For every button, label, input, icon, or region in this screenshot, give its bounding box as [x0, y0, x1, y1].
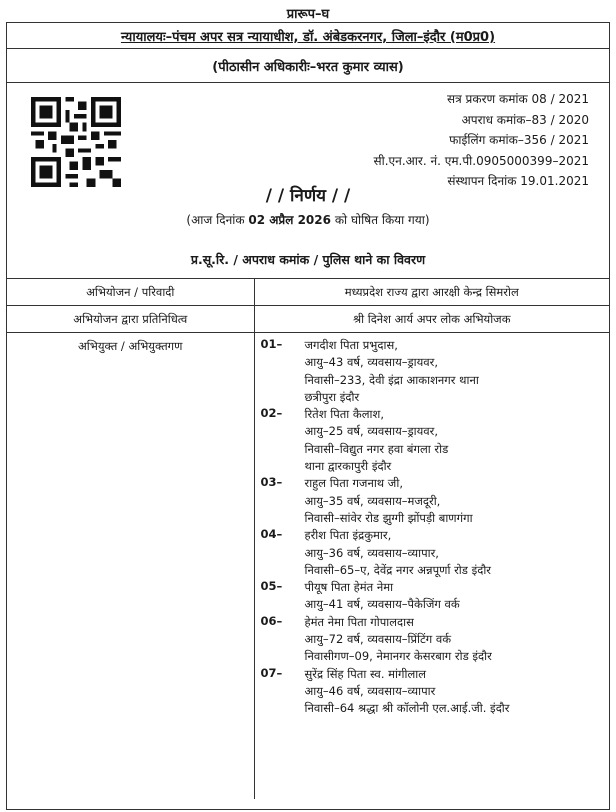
qr-code-icon	[31, 97, 121, 187]
accused-number: 06–	[260, 613, 283, 628]
accused-line: सुरेंद्र सिंह पिता स्व. मांगीलाल	[304, 666, 427, 681]
accused-line: निवासी–233, देवी इंद्रा आकाशनगर थाना	[304, 372, 479, 387]
accused-line: निवासी–सांवेर रोड झुग्गी झोंपड़ी बाणगंगा	[304, 510, 473, 525]
accused-line: निवासी–64 श्रद्धा श्री कॉलोनी एल.आई.जी. इंदौर	[304, 701, 510, 716]
list-item	[261, 406, 604, 475]
table-row	[7, 279, 609, 306]
accused-line: राहुल पिता गजनाथ जी,	[304, 476, 403, 491]
table-row	[7, 306, 609, 333]
filing-number: फाईलिंग कमांक–356 / 2021	[449, 133, 589, 147]
accused-number: 03–	[260, 475, 283, 490]
accused-line: निवासी–विद्युत नगर हवा बंगला रोड	[304, 441, 449, 456]
accused-number: 05–	[260, 579, 283, 594]
judgment-document	[6, 22, 610, 810]
accused-line: आयु–25 वर्ष, व्यवसाय–ड्रायवर,	[304, 424, 439, 439]
verdict-date-line	[7, 211, 609, 228]
list-item	[261, 666, 604, 718]
accused-line: आयु–35 वर्ष, व्यवसाय–मजदूरी,	[304, 493, 441, 508]
prosecution-label: अभियोजन / परिवादी	[7, 279, 254, 306]
accused-line: निवासीगण–09, नेमानगर केसरबाग रोड इंदौर	[304, 649, 492, 664]
accused-line: थाना द्वारकापुरी इंदौर	[304, 459, 392, 474]
verdict-date: 02 अप्रैल 2026	[248, 213, 331, 227]
accused-line: निवासी–65–ए, देवेंद्र नगर अन्नपूर्णा रोड इंदौर	[304, 562, 492, 577]
presiding-officer: (पीठासीन अधिकारीः–भरत कुमार व्यास)	[7, 49, 609, 83]
verdict-date-prefix: (आज दिनांक	[186, 213, 245, 227]
list-item	[261, 337, 604, 406]
representation-label: अभियोजन द्वारा प्रतिनिधित्व	[7, 306, 254, 333]
accused-line: छत्रीपुरा इंदौर	[304, 389, 360, 404]
cnr-number: सी.एन.आर. नं. एम.पी.0905000399–2021	[373, 153, 589, 168]
accused-number: 07–	[260, 665, 283, 680]
judgment-header	[7, 83, 609, 278]
accused-number: 04–	[260, 527, 283, 542]
accused-list	[255, 333, 610, 718]
case-details-table	[7, 278, 609, 799]
representation-value: श्री दिनेश आर्य अपर लोक अभियोजक	[254, 306, 609, 333]
details-heading: प्र.सू.रि. / अपराध कमांक / पुलिस थाने का विवरण	[190, 252, 426, 267]
form-label: प्रारूप–घ	[286, 7, 330, 22]
accused-line: रितेश पिता कैलाश,	[304, 407, 384, 422]
accused-line: आयु–41 वर्ष, व्यवसाय–पैकेजिंग वर्क	[304, 597, 460, 612]
court-title: न्यायालयः–पंचम अपर सत्र न्यायाधीश, डॉ. अंबेडकरनगर, जिला–इंदौर (म0प्र0)	[7, 23, 609, 49]
case-number: सत्र प्रकरण कमांक 08 / 2021	[446, 92, 589, 106]
list-item	[261, 475, 604, 527]
accused-line: जगदीश पिता प्रभुदास,	[304, 338, 398, 352]
accused-line: आयु–43 वर्ष, व्यवसाय–ड्रायवर,	[304, 355, 439, 370]
accused-number: 01–	[260, 337, 283, 351]
list-item	[261, 527, 604, 579]
accused-line: आयु–36 वर्ष, व्यवसाय–व्यापार,	[304, 545, 439, 560]
accused-line: हेमंत नेमा पिता गोपालदास	[304, 614, 414, 629]
verdict-title: / / निर्णय / /	[265, 186, 351, 206]
table-row	[7, 333, 609, 799]
list-item	[261, 614, 604, 666]
accused-line: पीयूष पिता हेमंत नेमा	[304, 580, 394, 595]
accused-line: आयु–72 वर्ष, व्यवसाय–प्रिंटिंग वर्क	[304, 632, 452, 647]
crime-number: अपराध कमांक–83 / 2020	[461, 112, 589, 127]
list-item	[261, 579, 604, 614]
verdict-date-suffix: को घोषित किया गया)	[334, 213, 430, 227]
accused-line: आयु–46 वर्ष, व्यवसाय–व्यापार	[304, 683, 436, 698]
institution-date: संस्थापन दिनांक 19.01.2021	[447, 174, 589, 188]
accused-number: 02–	[260, 406, 283, 421]
accused-line: हरीश पिता इंद्रकुमार,	[304, 528, 392, 543]
prosecution-value: मध्यप्रदेश राज्य द्वारा आरक्षी केन्द्र सिमरोल	[254, 279, 609, 306]
case-info	[374, 89, 590, 192]
accused-label: अभियुक्त / अभियुक्तगण	[78, 339, 183, 353]
